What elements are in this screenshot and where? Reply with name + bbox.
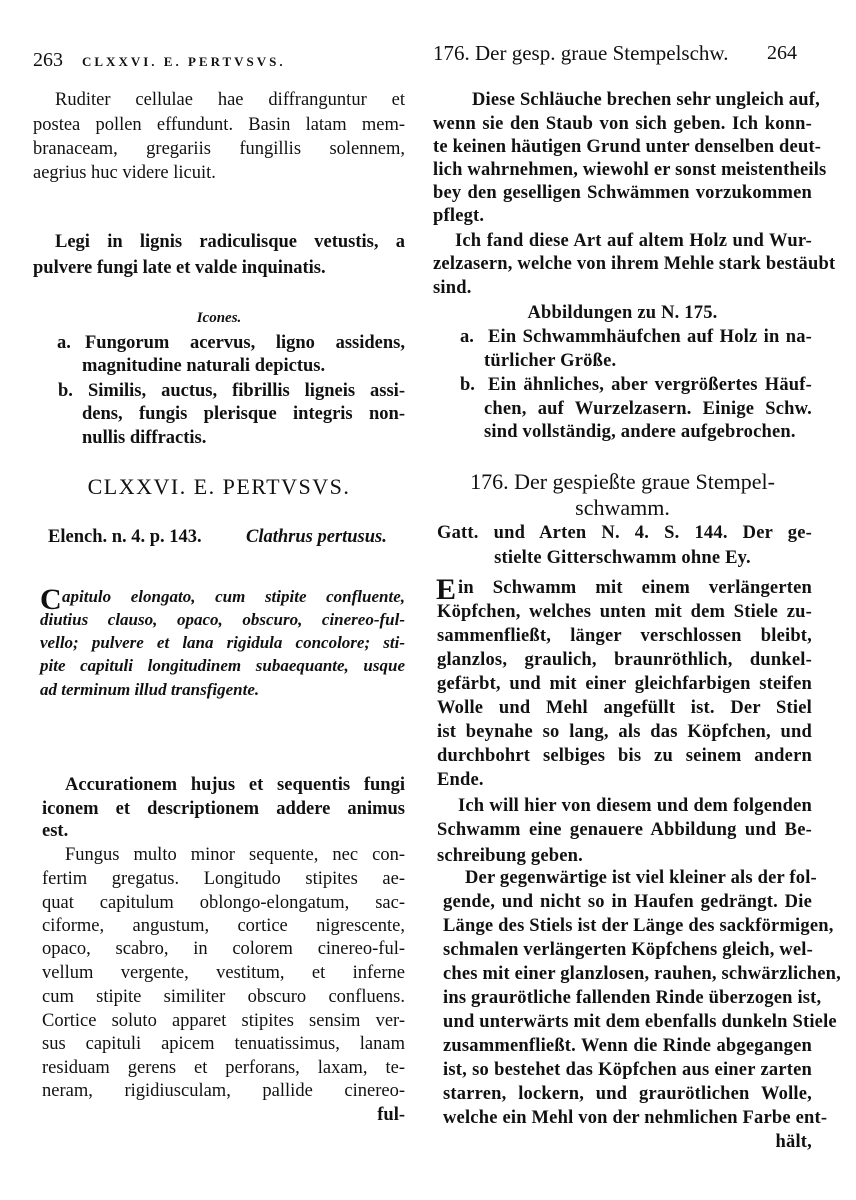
text-line: Ende. [437, 770, 484, 790]
text-line: te keinen häutigen Grund unter denselben deut- [433, 137, 822, 157]
text-line: postea pollen effundunt. Basin latam mem- [33, 115, 405, 135]
text-line: ins graurötliche fallenden Rinde überzogen ist, [443, 988, 822, 1008]
text-line: ful- [377, 1105, 405, 1125]
text-line: glanzlos, graulich, braunröthlich, dunkel- [437, 650, 812, 670]
text-line: welche ein Mehl von der nehmlichen Farbe ent- [443, 1108, 828, 1128]
text-line: vello; pulvere et lana rigidula concolore; sti- [40, 633, 405, 652]
text-line: aegrius huc videre licuit. [33, 163, 216, 183]
text-line: pite capituli longitudinem subaequante, usque [40, 656, 405, 675]
text-line: Ich fand diese Art auf altem Holz und Wur- [455, 231, 812, 251]
text-line: ist beynahe so lang, als das Köpfchen, und [437, 722, 812, 742]
text-line: gefärbt, und mit einer gleichfarbigen steifen [437, 674, 812, 694]
text-line: Schwamm eine genauere Abbildung und Be- [437, 820, 812, 840]
text-line: chen, auf Wurzelzasern. Einige Schw. [484, 399, 812, 419]
text-line: pulvere fungi late et valde inquinatis. [33, 258, 326, 278]
text-line: vellum vergente, vestitum, et inferne [42, 963, 405, 983]
text-line: iconem et descriptionem addere animus [42, 799, 405, 819]
text-line: sammenfließt, länger verschlossen bleibt, [437, 626, 812, 646]
text-line: zelzasern, welche von ihrem Mehle stark bestäubt [433, 254, 836, 274]
text-line: schreibung geben. [437, 846, 583, 866]
text-line: Fungorum acervus, ligno assidens, [85, 333, 405, 353]
text-line: und unterwärts mit dem ebenfalls dunkeln Stiele [443, 1012, 837, 1032]
text-line: magnitudine naturali depictus. [82, 356, 326, 376]
reference-cont: stielte Gitterschwamm ohne Ey. [494, 548, 751, 568]
text-line: Köpfchen, welches unten mit dem Stiele zu- [437, 602, 812, 622]
text-line: residuam gerens et perforans, laxam, te- [42, 1058, 405, 1078]
text-line: Legi in lignis radiculisque vetustis, a [55, 232, 405, 252]
text-line: Der gegenwärtige ist viel kleiner als der fol- [465, 868, 817, 888]
reference-species: Clathrus pertusus. [246, 527, 387, 547]
text-line: Länge des Stiels ist der Länge des sackförmigen, [443, 916, 834, 936]
text-line: dens, fungis plerisque integris non- [82, 404, 405, 424]
section-heading-latin: CLXXVI. E. PERTVSVS. [87, 474, 351, 499]
icones-heading: Icones. [196, 310, 242, 326]
running-head-right: 176. Der gesp. graue Stempelschw. [433, 41, 729, 65]
text-line: Fungus multo minor sequente, nec con- [65, 845, 405, 865]
list-label: b. [460, 375, 475, 395]
text-line: est. [42, 821, 69, 841]
text-line: zusammenfließt. Wenn die Rinde abgegangen [443, 1036, 812, 1056]
text-line: pflegt. [433, 206, 485, 226]
text-line: Accurationem hujus et sequentis fungi [65, 775, 405, 795]
text-line: gende, und nicht so in Haufen gedrängt. Die [443, 892, 812, 912]
page-number-left: 263 [33, 49, 63, 71]
text-line: apitulo elongato, cum stipite confluente, [62, 587, 405, 606]
list-label: a. [57, 333, 71, 353]
text-line: branaceam, gregariis fungillis solennem, [33, 139, 405, 159]
text-line: sind vollständig, andere aufgebrochen. [484, 422, 796, 442]
text-line: schmalen verlängerten Köpfchens gleich, wel- [443, 940, 814, 960]
text-line: Ein ähnliches, aber vergrößertes Häuf- [488, 375, 812, 395]
list-label: a. [460, 327, 474, 347]
text-line: neram, rigidiusculam, pallide cinereo- [42, 1081, 405, 1101]
running-head-left: CLXXVI. E. PERTVSVS. [82, 54, 286, 69]
text-line: ist, so bestehet das Köpfchen aus einer zarten [443, 1060, 812, 1080]
text-line: fertim gregatus. Longitudo stipites ae- [42, 869, 405, 889]
text-line: Ein Schwammhäufchen auf Holz in na- [488, 327, 812, 347]
text-line: durchbohrt selbiges bis zu seinem andern [437, 746, 812, 766]
text-line: ad terminum illud transfigente. [40, 680, 260, 699]
text-line: sus capituli apicem tenuatissimus, lanam [42, 1034, 405, 1054]
drop-cap: E [436, 573, 457, 606]
text-line: ches mit einer glanzlosen, rauhen, schwärzlichen, [443, 964, 841, 984]
text-line: quat capitulum oblongo-elongatum, sac- [42, 893, 405, 913]
section-heading-german: 176. Der gespießte graue Stempel- [470, 469, 775, 494]
text-line: Cortice soluto apparet stipites sensim ver- [42, 1011, 405, 1031]
reference: Gatt. und Arten N. 4. S. 144. Der ge- [437, 523, 812, 543]
drop-cap: C [40, 583, 62, 616]
text-line: hält, [775, 1132, 812, 1152]
text-line: Diese Schläuche brechen sehr ungleich auf, [472, 90, 820, 110]
page-number-right: 264 [767, 42, 797, 64]
text-line: türlicher Größe. [484, 351, 617, 371]
abbildungen-heading: Abbildungen zu N. 175. [527, 303, 718, 323]
text-line: starren, lockern, und graurötlichen Wolle, [443, 1084, 812, 1104]
reference: Elench. n. 4. p. 143. [48, 527, 202, 547]
text-line: cum stipite similiter obscuro confluens. [42, 987, 405, 1007]
text-line: bey den geselligen Schwämmen vorzukommen [433, 183, 812, 203]
text-line: diutius clauso, opaco, obscuro, cinereo-ful- [40, 610, 405, 629]
text-line: lich wahrnehmen, wiewohl er sonst meistentheils [433, 160, 827, 180]
text-line: Wolle und Mehl angefüllt ist. Der Stiel [437, 698, 812, 718]
text-line: Ich will hier von diesem und dem folgenden [458, 796, 812, 816]
text-line: nullis diffractis. [82, 428, 207, 448]
text-line: opaco, scabro, in colorem cinereo-ful- [42, 939, 405, 959]
text-line: Similis, auctus, fibrillis ligneis assi- [88, 381, 405, 401]
text-line: in Schwamm mit einem verlängerten [458, 578, 812, 598]
text-line: wenn sie den Staub von sich geben. Ich konn- [433, 114, 812, 134]
section-heading-german-cont: schwamm. [575, 495, 670, 520]
text-line: ciforme, angustum, cortice nigrescente, [42, 916, 405, 936]
list-label: b. [58, 381, 73, 401]
text-line: Ruditer cellulae hae diffranguntur et [55, 90, 405, 110]
text-line: sind. [433, 278, 472, 298]
